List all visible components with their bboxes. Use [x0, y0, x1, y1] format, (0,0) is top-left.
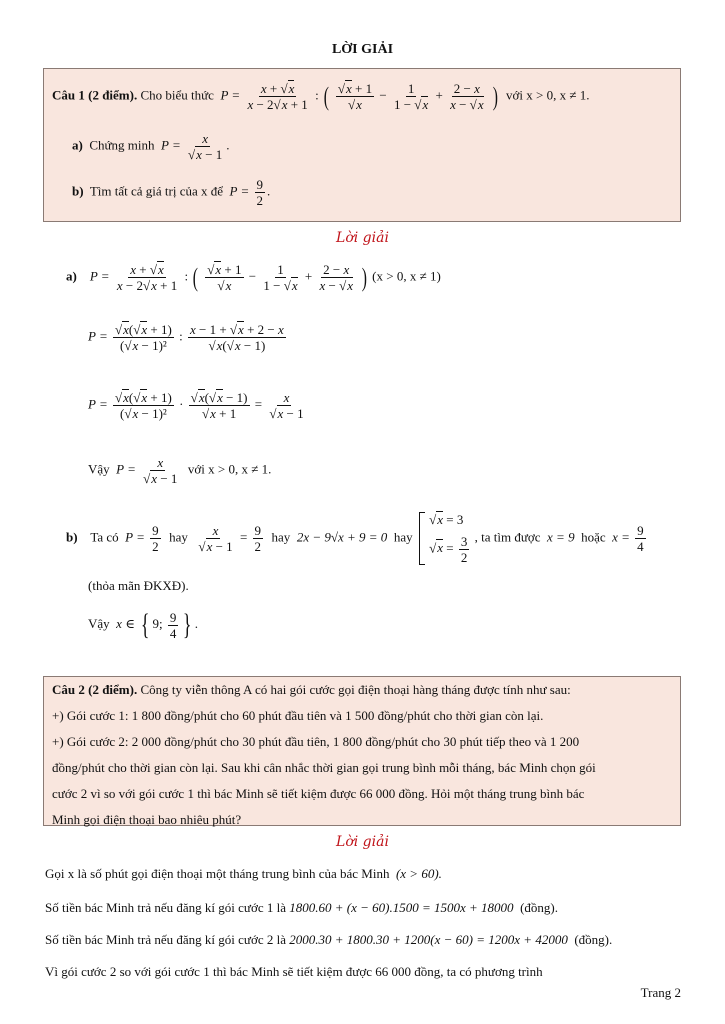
- sol1-b-taco: Ta có: [90, 529, 119, 545]
- solution-heading-2: Lời giải: [336, 834, 389, 850]
- q1-statement: Câu 1 (2 điểm). Cho biểu thức P = $\frac{x + √x}{x - 2√x + 1}$ : ( $\frac{√x + 1}{√x}$ − $\frac{1}{1 - √x}$ + $\frac{2 - x}{x - √x}$ ) với x > 0, x ≠ 1.: [52, 81, 590, 112]
- q1-b-label: b): [72, 183, 84, 199]
- sol1-a-label: a): [66, 268, 77, 284]
- q1-label: Câu 1 (2 điểm).: [52, 87, 138, 103]
- sol2-line2-math: 1800.60 + (x − 60).1500 = 1500x + 18000: [289, 900, 514, 915]
- question-1-box: [43, 68, 681, 222]
- q1-a-label: a): [72, 137, 83, 153]
- q2-line1: Công ty viễn thông A có hai gói cước gọi điện thoại hàng tháng được tính như sau:: [140, 682, 571, 697]
- sol2-line3-math: 2000.30 + 1800.30 + 1200(x − 60) = 1200x + 42000: [289, 932, 568, 947]
- sol2-line2: [45, 900, 558, 916]
- sol1-vay2: Vậy: [88, 615, 110, 631]
- q1-b-text: Tìm tất cả giá trị của x để: [89, 183, 224, 199]
- q2-line3: +) Gói cước 2: 2 000 đồng/phút cho 30 phút đầu tiên, 1 800 đồng/phút cho 30 phút tiếp theo và 1 200: [52, 734, 580, 749]
- q2-label: Câu 2 (2 điểm).: [52, 682, 138, 697]
- sol2-line1-math: (x > 60).: [395, 866, 442, 881]
- sol1-hay-2: hay: [271, 529, 291, 545]
- q2-line2: +) Gói cước 1: 1 800 đồng/phút cho 60 phút đầu tiên và 1 500 đồng/phút cho thời gian còn lại.: [52, 708, 544, 723]
- sol2-line3-unit: (đồng).: [574, 932, 613, 947]
- sol1-b-hoac: hoặc: [581, 529, 606, 545]
- sol1-b-conclusion: Vậy x ∈ { 9; $\frac{9}{4}$ } .: [88, 608, 199, 641]
- sol1-thoa-man: (thỏa mãn ĐKXĐ).: [88, 578, 189, 593]
- sol1-hay-1: hay: [169, 529, 188, 545]
- sol2-line1: [45, 866, 442, 882]
- page-title: LỜI GIẢI: [331, 42, 394, 57]
- sol1-b-label: b): [66, 529, 78, 545]
- q1-condition: với x > 0, x ≠ 1.: [506, 87, 590, 103]
- sol1-hay-3: hay: [393, 529, 413, 545]
- question-2-box: [43, 676, 681, 826]
- q2-line4: đồng/phút cho thời gian còn lại. Sau khi cân nhắc thời gian gọi trung bình mỗi tháng, bác Minh chọn gói: [52, 760, 596, 775]
- sol1-b-equation: 2x − 9√x + 9 = 0: [296, 529, 388, 545]
- sol2-line2-text: Số tiền bác Minh trả nếu đăng kí gói cước 1 là: [45, 900, 287, 915]
- sol1-a-cond: (x > 0, x ≠ 1): [372, 268, 441, 284]
- q2-line5: cước 2 vì so với gói cước 1 thì bác Minh sẽ tiết kiệm được 66 000 đồng. Hỏi một tháng trung bình bác: [52, 786, 585, 801]
- q1-intro: Cho biểu thức: [140, 87, 214, 103]
- sol2-line1-text: Gọi x là số phút gọi điện thoại một tháng trung bình của bác Minh: [45, 866, 390, 881]
- q1-a-text: Chứng minh: [89, 137, 155, 153]
- sol1-a-line1: a) P = $\frac{x + √x}{x - 2√x + 1}$ : ( $\frac{√x + 1}{√x}$ − $\frac{1}{1 - √x}$ + $\frac{2 - x}{x - √x}$ ) (x > 0, x ≠ 1): [66, 262, 441, 293]
- sol2-line4: Vì gói cước 2 so với gói cước 1 thì bác Minh sẽ tiết kiệm được 66 000 đồng, ta có phương trình: [45, 964, 543, 979]
- sol1-vay1: Vậy: [88, 461, 110, 477]
- sol1-a-line2: P = $\frac{√x(√x + 1)}{\text{(√x − 1)²}}$ : $\frac{x - 1 + √x + 2 - x}{√x(√x - 1)}$: [88, 322, 284, 353]
- sol1-b-line: b) Ta có P = $\frac{9}{2}$ hay $\frac{x}{√x - 1}$ = $\frac{9}{2}$ hay 2x − 9√x + 9 = 0 hay √x = 3 √x = $\frac{3}{2}$ , ta tìm được x = 9 hoặc x = $\frac{9}{4}$: [66, 512, 644, 565]
- q1-part-b: b) Tìm tất cả giá trị của x để P = $\frac{9}{2}$ .: [72, 177, 271, 208]
- page-number: Trang 2: [640, 985, 681, 1000]
- sol1-a-line3: P = $\frac{√x(√x + 1)}{\text{(√x − 1)²}}$ · $\frac{√x(√x - 1)}{√x + 1}$ = $\frac{x}{√x - 1}$: [88, 390, 304, 421]
- sol2-line2-unit: (đồng).: [520, 900, 558, 915]
- sol1-a-conclusion: Vậy P = $\frac{x}{√x - 1}$ với x > 0, x ≠ 1.: [88, 455, 272, 486]
- sol2-line3: [45, 932, 612, 948]
- sol2-line3-text: Số tiền bác Minh trả nếu đăng kí gói cước 2 là: [45, 932, 287, 947]
- q1-part-a: a) Chứng minh P = $\frac{x}{√x - 1}$ .: [72, 131, 230, 162]
- sol1-b-found: , ta tìm được: [474, 529, 541, 545]
- solution-heading-1: Lời giải: [336, 230, 389, 246]
- q2-text: [52, 677, 672, 833]
- sol1-b-x9: x = 9: [547, 529, 575, 545]
- sol1-vay1-cond: với x > 0, x ≠ 1.: [187, 461, 272, 477]
- q2-line6: Minh gọi điện thoại bao nhiêu phút?: [52, 812, 242, 827]
